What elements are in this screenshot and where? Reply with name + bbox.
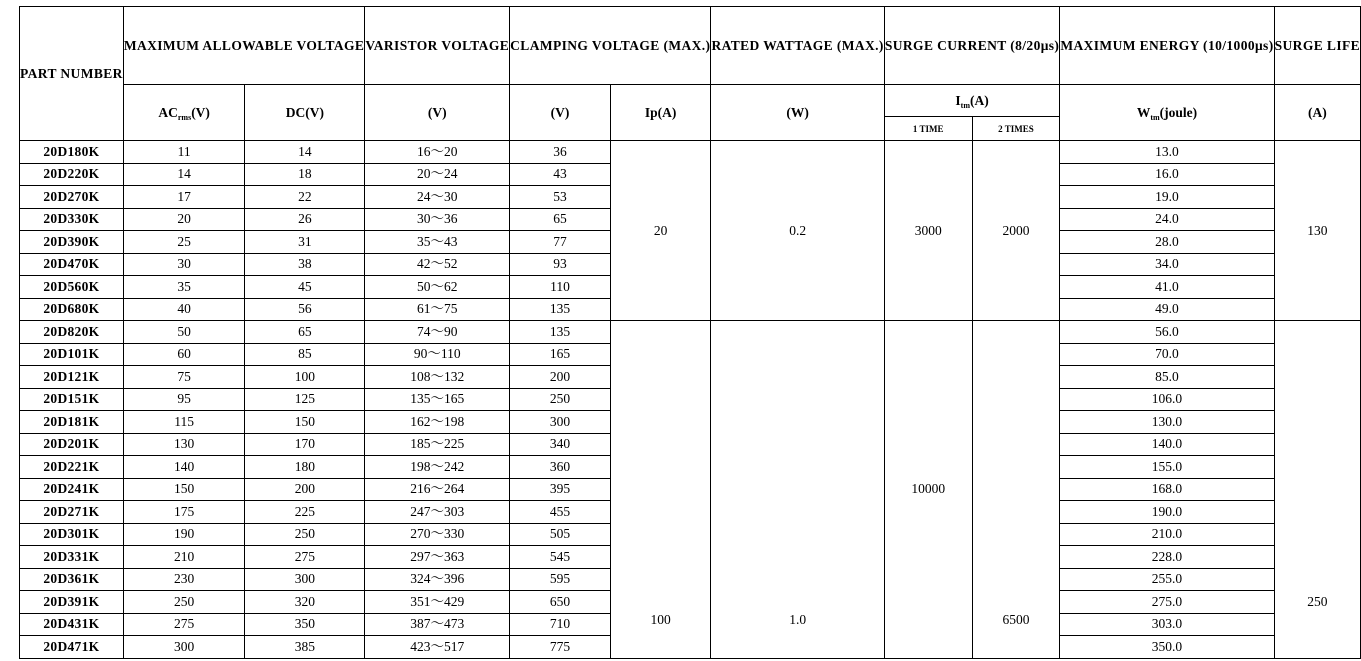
- varistor-voltage-cell: 30～36: [365, 208, 510, 231]
- part-number-cell: 20D201K: [20, 433, 124, 456]
- clamping-voltage-cell: 545: [510, 546, 611, 569]
- clamping-voltage-cell: 135: [510, 321, 611, 344]
- surge-life-cell: 250: [1274, 321, 1360, 659]
- dc-cell: 26: [245, 208, 365, 231]
- max-energy-cell: 85.0: [1060, 366, 1274, 389]
- dc-cell: 14: [245, 141, 365, 164]
- clamping-voltage-cell: 455: [510, 501, 611, 524]
- clamping-voltage-cell: 340: [510, 433, 611, 456]
- max-energy-cell: 13.0: [1060, 141, 1274, 164]
- dc-cell: 31: [245, 231, 365, 254]
- header-max-allowable-voltage: MAXIMUM ALLOWABLE VOLTAGE: [123, 7, 365, 85]
- ac-rms-cell: 14: [123, 163, 245, 186]
- max-energy-cell: 140.0: [1060, 433, 1274, 456]
- varistor-voltage-cell: 351～429: [365, 591, 510, 614]
- clamping-voltage-cell: 65: [510, 208, 611, 231]
- varistor-spec-table: [19, 6, 1361, 659]
- table-row: [20, 141, 1361, 164]
- header-itm: $I_{tm}(A)$: [884, 85, 1059, 117]
- dc-cell: 65: [245, 321, 365, 344]
- varistor-voltage-cell: 61～75: [365, 298, 510, 321]
- varistor-voltage-cell: 24～30: [365, 186, 510, 209]
- header-ip: Ip(A): [610, 85, 711, 141]
- max-energy-cell: 106.0: [1060, 388, 1274, 411]
- varistor-voltage-cell: 35～43: [365, 231, 510, 254]
- ac-rms-cell: 35: [123, 276, 245, 299]
- ac-rms-cell: 75: [123, 366, 245, 389]
- surge-two-times-cell: 6500: [972, 321, 1060, 659]
- varistor-voltage-cell: 247～303: [365, 501, 510, 524]
- max-energy-cell: 275.0: [1060, 591, 1274, 614]
- clamping-voltage-cell: 200: [510, 366, 611, 389]
- table-row: [20, 321, 1361, 344]
- dc-cell: 385: [245, 636, 365, 659]
- ac-rms-cell: 175: [123, 501, 245, 524]
- part-number-cell: 20D121K: [20, 366, 124, 389]
- part-number-cell: 20D471K: [20, 636, 124, 659]
- dc-cell: 100: [245, 366, 365, 389]
- varistor-voltage-cell: 20～24: [365, 163, 510, 186]
- part-number-cell: 20D220K: [20, 163, 124, 186]
- clamping-voltage-cell: 165: [510, 343, 611, 366]
- ac-rms-cell: 115: [123, 411, 245, 434]
- max-energy-cell: 190.0: [1060, 501, 1274, 524]
- header-clamping-unit: (V): [510, 85, 611, 141]
- max-energy-cell: 155.0: [1060, 456, 1274, 479]
- ac-rms-cell: 210: [123, 546, 245, 569]
- header-surge-life: SURGE LIFE: [1274, 7, 1360, 85]
- max-energy-cell: 56.0: [1060, 321, 1274, 344]
- ac-rms-cell: 300: [123, 636, 245, 659]
- max-energy-cell: 168.0: [1060, 478, 1274, 501]
- ac-rms-cell: 50: [123, 321, 245, 344]
- header-rated-wattage: RATED WATTAGE (MAX.): [711, 7, 884, 85]
- max-energy-cell: 228.0: [1060, 546, 1274, 569]
- surge-one-time-cell: 3000: [884, 141, 972, 321]
- header-two-times: 2 TIMES: [972, 117, 1060, 141]
- part-number-cell: 20D301K: [20, 523, 124, 546]
- clamping-voltage-cell: 395: [510, 478, 611, 501]
- varistor-voltage-cell: 74～90: [365, 321, 510, 344]
- dc-cell: 300: [245, 568, 365, 591]
- part-number-cell: 20D221K: [20, 456, 124, 479]
- surge-two-times-cell: 2000: [972, 141, 1060, 321]
- varistor-voltage-cell: 90～110: [365, 343, 510, 366]
- ac-rms-cell: 250: [123, 591, 245, 614]
- dc-cell: 250: [245, 523, 365, 546]
- varistor-voltage-cell: 185～225: [365, 433, 510, 456]
- dc-cell: 150: [245, 411, 365, 434]
- varistor-voltage-cell: 50～62: [365, 276, 510, 299]
- ac-rms-cell: 17: [123, 186, 245, 209]
- dc-cell: 200: [245, 478, 365, 501]
- max-energy-cell: 130.0: [1060, 411, 1274, 434]
- ac-rms-cell: 130: [123, 433, 245, 456]
- header-one-time: 1 TIME: [884, 117, 972, 141]
- max-energy-cell: 19.0: [1060, 186, 1274, 209]
- ac-rms-cell: 95: [123, 388, 245, 411]
- dc-cell: 22: [245, 186, 365, 209]
- part-number-cell: 20D390K: [20, 231, 124, 254]
- ac-rms-cell: 30: [123, 253, 245, 276]
- part-number-cell: 20D270K: [20, 186, 124, 209]
- header-part-number: PART NUMBER: [20, 7, 124, 141]
- varistor-voltage-cell: 270～330: [365, 523, 510, 546]
- part-number-cell: 20D271K: [20, 501, 124, 524]
- part-number-cell: 20D181K: [20, 411, 124, 434]
- dc-cell: 275: [245, 546, 365, 569]
- clamping-voltage-cell: 110: [510, 276, 611, 299]
- varistor-voltage-cell: 297～363: [365, 546, 510, 569]
- clamping-voltage-cell: 300: [510, 411, 611, 434]
- header-ac-rms: $AC_{rms}(V)$: [123, 85, 245, 141]
- max-energy-cell: 34.0: [1060, 253, 1274, 276]
- max-energy-cell: 28.0: [1060, 231, 1274, 254]
- dc-cell: 18: [245, 163, 365, 186]
- header-wtm: $W_{tm}(joule)$: [1060, 85, 1274, 141]
- ac-rms-cell: 25: [123, 231, 245, 254]
- part-number-cell: 20D241K: [20, 478, 124, 501]
- clamping-voltage-cell: 77: [510, 231, 611, 254]
- part-number-cell: 20D331K: [20, 546, 124, 569]
- rated-wattage-cell: 0.2: [711, 141, 884, 321]
- clamping-voltage-cell: 710: [510, 613, 611, 636]
- ac-rms-cell: 275: [123, 613, 245, 636]
- clamping-voltage-cell: 93: [510, 253, 611, 276]
- clamping-voltage-cell: 250: [510, 388, 611, 411]
- part-number-cell: 20D391K: [20, 591, 124, 614]
- header-varistor-unit: (V): [365, 85, 510, 141]
- clamping-voltage-cell: 53: [510, 186, 611, 209]
- dc-cell: 125: [245, 388, 365, 411]
- ac-rms-cell: 40: [123, 298, 245, 321]
- dc-cell: 38: [245, 253, 365, 276]
- dc-cell: 56: [245, 298, 365, 321]
- surge-life-cell: 130: [1274, 141, 1360, 321]
- part-number-cell: 20D820K: [20, 321, 124, 344]
- varistor-voltage-cell: 324～396: [365, 568, 510, 591]
- varistor-voltage-cell: 423～517: [365, 636, 510, 659]
- dc-cell: 45: [245, 276, 365, 299]
- header-dc: DC(V): [245, 85, 365, 141]
- varistor-voltage-cell: 135～165: [365, 388, 510, 411]
- header-surge-life-unit: (A): [1274, 85, 1360, 141]
- part-number-cell: 20D560K: [20, 276, 124, 299]
- spec-table-body: [20, 141, 1361, 659]
- clamping-voltage-cell: 650: [510, 591, 611, 614]
- varistor-voltage-cell: 16～20: [365, 141, 510, 164]
- max-energy-cell: 24.0: [1060, 208, 1274, 231]
- clamping-voltage-cell: 360: [510, 456, 611, 479]
- ac-rms-cell: 190: [123, 523, 245, 546]
- ac-rms-cell: 140: [123, 456, 245, 479]
- max-energy-cell: 16.0: [1060, 163, 1274, 186]
- header-clamping-voltage: CLAMPING VOLTAGE (MAX.): [510, 7, 711, 85]
- clamping-voltage-cell: 505: [510, 523, 611, 546]
- varistor-voltage-cell: 387～473: [365, 613, 510, 636]
- max-energy-cell: 41.0: [1060, 276, 1274, 299]
- part-number-cell: 20D361K: [20, 568, 124, 591]
- ip-cell: 100: [610, 321, 711, 659]
- part-number-cell: 20D101K: [20, 343, 124, 366]
- dc-cell: 225: [245, 501, 365, 524]
- rated-wattage-cell: 1.0: [711, 321, 884, 659]
- ac-rms-cell: 150: [123, 478, 245, 501]
- clamping-voltage-cell: 135: [510, 298, 611, 321]
- clamping-voltage-cell: 595: [510, 568, 611, 591]
- varistor-voltage-cell: 216～264: [365, 478, 510, 501]
- part-number-cell: 20D470K: [20, 253, 124, 276]
- part-number-cell: 20D330K: [20, 208, 124, 231]
- ac-rms-cell: 11: [123, 141, 245, 164]
- max-energy-cell: 303.0: [1060, 613, 1274, 636]
- varistor-voltage-cell: 198～242: [365, 456, 510, 479]
- max-energy-cell: 49.0: [1060, 298, 1274, 321]
- surge-one-time-cell: 10000: [884, 321, 972, 659]
- header-varistor-voltage: VARISTOR VOLTAGE: [365, 7, 510, 85]
- header-maximum-energy: MAXIMUM ENERGY (10/1000μs): [1060, 7, 1274, 85]
- varistor-voltage-cell: 42～52: [365, 253, 510, 276]
- dc-cell: 320: [245, 591, 365, 614]
- clamping-voltage-cell: 775: [510, 636, 611, 659]
- dc-cell: 85: [245, 343, 365, 366]
- max-energy-cell: 70.0: [1060, 343, 1274, 366]
- ac-rms-cell: 20: [123, 208, 245, 231]
- part-number-cell: 20D431K: [20, 613, 124, 636]
- varistor-voltage-cell: 162～198: [365, 411, 510, 434]
- ac-rms-cell: 230: [123, 568, 245, 591]
- ac-rms-cell: 60: [123, 343, 245, 366]
- header-wattage-unit: (W): [711, 85, 884, 141]
- part-number-cell: 20D180K: [20, 141, 124, 164]
- max-energy-cell: 210.0: [1060, 523, 1274, 546]
- clamping-voltage-cell: 43: [510, 163, 611, 186]
- header-surge-current: SURGE CURRENT (8/20μs): [884, 7, 1059, 85]
- dc-cell: 180: [245, 456, 365, 479]
- part-number-cell: 20D151K: [20, 388, 124, 411]
- max-energy-cell: 255.0: [1060, 568, 1274, 591]
- ip-cell: 20: [610, 141, 711, 321]
- clamping-voltage-cell: 36: [510, 141, 611, 164]
- varistor-voltage-cell: 108～132: [365, 366, 510, 389]
- part-number-cell: 20D680K: [20, 298, 124, 321]
- max-energy-cell: 350.0: [1060, 636, 1274, 659]
- dc-cell: 350: [245, 613, 365, 636]
- dc-cell: 170: [245, 433, 365, 456]
